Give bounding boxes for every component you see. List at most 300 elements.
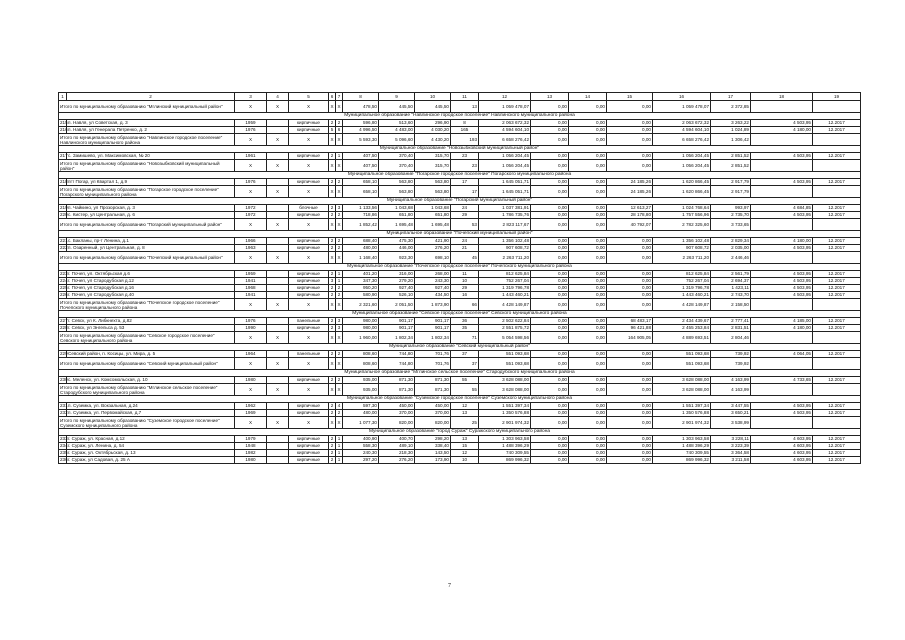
table-row xyxy=(59,238,861,245)
table-cell xyxy=(267,292,289,299)
total-cell: X xyxy=(289,219,329,231)
table-cell: 0,00 xyxy=(531,457,569,464)
table-cell: кирпичные xyxy=(289,436,329,443)
table-cell: 563,80 xyxy=(415,179,451,186)
table-cell: кирпичные xyxy=(289,245,329,252)
table-cell: 3 211,58 xyxy=(711,457,751,464)
table-cell: 2 xyxy=(329,238,336,245)
total-cell: X xyxy=(329,134,336,146)
table-cell: 316,00 xyxy=(379,271,415,278)
table-cell: 12 xyxy=(451,450,479,457)
table-cell: 12.2017 xyxy=(813,245,861,252)
total-cell: X xyxy=(329,101,336,113)
table-cell: 4 594 604,10 xyxy=(479,127,531,134)
column-number-header xyxy=(59,93,861,101)
table-cell: 0,00 xyxy=(531,450,569,457)
table-cell: 1 786 735,76 xyxy=(479,212,531,219)
table-cell: 2 xyxy=(329,325,336,332)
housing-register-table xyxy=(58,92,861,464)
total-label: Итого по муниципальному образованию "Севский муниципальный район" xyxy=(59,358,235,370)
table-cell: 55 xyxy=(451,377,479,384)
total-cell: 0,00 xyxy=(569,186,607,198)
total-cell: X xyxy=(235,186,267,198)
total-cell: X xyxy=(336,299,343,311)
total-cell: X xyxy=(235,219,267,231)
total-cell: 0,00 xyxy=(569,417,607,429)
total-cell: X xyxy=(329,186,336,198)
section-title: Муниципальное образование "Погарский муниципальный район" xyxy=(59,198,861,205)
table-cell: 752 267,04 xyxy=(479,278,531,285)
table-cell: 1963 xyxy=(235,245,267,252)
table-cell: 0,00 xyxy=(569,278,607,285)
table-cell: 400,70 xyxy=(379,436,415,443)
table-cell: 12.2017 xyxy=(813,436,861,443)
table-cell: 12 xyxy=(451,403,479,410)
table-cell: 10 xyxy=(451,457,479,464)
table-cell: 4 996,50 xyxy=(343,127,379,134)
total-cell: 445,50 xyxy=(379,101,415,113)
total-cell: 0,00 xyxy=(531,101,569,113)
municipality-section-row xyxy=(59,311,861,318)
table-cell: 0,00 xyxy=(607,377,653,384)
table-cell: 1 488 396,29 xyxy=(479,443,531,450)
municipality-section-row xyxy=(59,429,861,436)
total-cell: 0,00 xyxy=(531,417,569,429)
total-cell: X xyxy=(329,332,336,344)
table-cell: 1976 xyxy=(235,127,267,134)
total-cell: X xyxy=(267,332,289,344)
table-cell: 4 603,95 xyxy=(751,443,813,450)
table-cell: 927,40 xyxy=(415,285,451,292)
table-cell: 421,90 xyxy=(415,238,451,245)
table-cell: 1976 xyxy=(235,179,267,186)
table-cell: 2 xyxy=(329,436,336,443)
total-cell: 45 xyxy=(451,252,479,264)
column-header-cell: 18 xyxy=(751,93,813,101)
document-sheet xyxy=(58,92,860,464)
table-cell: 4 503,95 xyxy=(751,245,813,252)
total-cell: 0,00 xyxy=(607,160,653,172)
table-cell: 551 093,68 xyxy=(653,351,711,358)
table-cell: 2 063 672,32 xyxy=(653,120,711,127)
total-cell: 445,50 xyxy=(415,101,451,113)
table-cell xyxy=(267,377,289,384)
total-cell: 193 xyxy=(451,134,479,146)
total-cell: 2 372,85 xyxy=(711,101,751,113)
total-label: Итого по муниципальному образованию "Мглинский муниципальный район" xyxy=(59,101,235,113)
total-cell: X xyxy=(336,358,343,370)
table-cell: 370,40 xyxy=(379,153,415,160)
total-cell: X xyxy=(336,332,343,344)
total-cell: 658,10 xyxy=(343,186,379,198)
table-cell xyxy=(267,153,289,160)
table-cell: 0,00 xyxy=(531,377,569,384)
section-title: Муниципальное образование "Навлинское городское поселение" Навлинского муниципального района xyxy=(59,113,861,120)
total-cell: 2 782 325,60 xyxy=(653,219,711,231)
table-cell xyxy=(267,410,289,417)
table-cell: 2 829,34 xyxy=(711,238,751,245)
table-cell: 0,00 xyxy=(531,212,569,219)
total-label: Итого по муниципальному образованию "Погарское городское поселение" Погарского муниципального района xyxy=(59,186,235,198)
total-cell xyxy=(813,299,861,311)
total-cell: 2 901 974,32 xyxy=(653,417,711,429)
table-cell: 4 180,00 xyxy=(751,127,813,134)
table-cell: 927,40 xyxy=(379,285,415,292)
table-cell: 0,00 xyxy=(569,120,607,127)
table-cell: 0,00 xyxy=(569,245,607,252)
table-cell: 740 309,55 xyxy=(653,450,711,457)
total-label: Итого по муниципальному образованию "Мглинское сельское поселение" Стародубского муниципального района xyxy=(59,384,235,396)
total-cell: 0,00 xyxy=(607,358,653,370)
total-row xyxy=(59,299,861,311)
table-cell: 701,76 xyxy=(415,351,451,358)
address-cell: г. Сураж, ул. Ленина, д. 54 xyxy=(67,443,235,450)
table-cell: 5 xyxy=(329,127,336,134)
total-cell: 0,00 xyxy=(531,332,569,344)
table-cell: 1982 xyxy=(235,450,267,457)
table-cell: 1972 xyxy=(235,212,267,219)
total-cell: 0,00 xyxy=(531,252,569,264)
total-row xyxy=(59,417,861,429)
total-cell: X xyxy=(267,219,289,231)
table-cell: 513,60 xyxy=(379,120,415,127)
total-cell: 1 059 478,07 xyxy=(653,101,711,113)
address-cell: г. Сураж, ул. Красная, д.12 xyxy=(67,436,235,443)
table-cell: 0,00 xyxy=(569,238,607,245)
table-cell: 243,30 xyxy=(415,278,451,285)
section-title: Муниципальное образование "Почепское городское поселение" Почепского муниципального района xyxy=(59,264,861,271)
municipality-section-row xyxy=(59,231,861,238)
total-label: Итого по муниципальному образованию "Севское городское поселение" Севского муниципального района xyxy=(59,332,235,344)
table-cell: 1966 xyxy=(235,238,267,245)
total-cell: X xyxy=(235,101,267,113)
table-cell: 0,00 xyxy=(531,318,569,325)
table-cell: 907 608,72 xyxy=(479,245,531,252)
total-cell: 4 430,20 xyxy=(415,134,451,146)
table-cell: 651,80 xyxy=(415,212,451,219)
table-cell: 68 483,17 xyxy=(607,318,653,325)
table-cell xyxy=(267,436,289,443)
table-cell: 218,30 xyxy=(379,450,415,457)
total-cell: 24 185,26 xyxy=(607,186,653,198)
total-cell xyxy=(813,186,861,198)
table-cell: 1 350 576,88 xyxy=(653,410,711,417)
table-cell: кирпичные xyxy=(289,127,329,134)
table-cell xyxy=(267,245,289,252)
total-cell: X xyxy=(289,358,329,370)
table-cell: 3 263,22 xyxy=(711,120,751,127)
row-number: 220 xyxy=(60,212,68,218)
section-title: Муниципальное образование "Мглинское сельское поселение" Стародубского муниципального района xyxy=(59,370,861,377)
table-cell: 901,17 xyxy=(379,318,415,325)
table-cell: 3 364,58 xyxy=(711,450,751,457)
total-cell: 1 802,34 xyxy=(379,332,415,344)
municipality-section-row xyxy=(59,264,861,271)
address-cell: Севский район, п. Косицы, ул. Мира, д. 5 xyxy=(67,351,235,358)
total-cell: X xyxy=(267,134,289,146)
table-cell: 1 350 576,88 xyxy=(479,410,531,417)
table-cell: кирпичные xyxy=(289,238,329,245)
table-cell: 1980 xyxy=(235,457,267,464)
table-cell: 1 xyxy=(336,450,343,457)
table-cell xyxy=(267,120,289,127)
total-cell: 0,00 xyxy=(531,186,569,198)
table-cell: 1 xyxy=(336,457,343,464)
total-row xyxy=(59,134,861,146)
total-cell: X xyxy=(235,332,267,344)
table-cell: 0,00 xyxy=(531,285,569,292)
table-cell: 2 455 253,84 xyxy=(653,325,711,332)
total-cell: 1 620 866,45 xyxy=(653,186,711,198)
total-cell xyxy=(751,252,813,264)
total-label: Итого по муниципальному образованию "Новозыбковский муниципальный район" xyxy=(59,160,235,172)
address-cell: п. Чайкино, ул Прозорская, д. 3 xyxy=(67,205,235,212)
table-cell: 489,10 xyxy=(379,443,415,450)
total-cell: 53 xyxy=(451,219,479,231)
address-cell: п. Суземка, ул. Первомайская, д.7 xyxy=(67,410,235,417)
table-cell: 370,00 xyxy=(379,410,415,417)
table-cell: 0,00 xyxy=(531,205,569,212)
column-header-cell: 11 xyxy=(451,93,479,101)
table-cell: 2 xyxy=(329,377,336,384)
total-cell: X xyxy=(289,160,329,172)
table-cell: 744,80 xyxy=(379,351,415,358)
table-cell: 3 xyxy=(336,325,343,332)
table-cell: 143,50 xyxy=(415,450,451,457)
table-cell: 37 xyxy=(451,351,479,358)
table-cell: 1980 xyxy=(235,377,267,384)
table-cell: кирпичные xyxy=(289,292,329,299)
table-cell: 1 133,56 xyxy=(343,205,379,212)
total-cell: 17 xyxy=(451,186,479,198)
table-cell: 1941 xyxy=(235,278,267,285)
total-cell: 0,00 xyxy=(569,252,607,264)
table-cell: 0,00 xyxy=(607,285,653,292)
row-number: 228 xyxy=(60,325,68,331)
total-cell: X xyxy=(289,252,329,264)
address-cell: г. Севск, ул К. Либкнехта, д.82 xyxy=(67,318,235,325)
table-cell: 688,40 xyxy=(343,238,379,245)
total-cell: 0,00 xyxy=(569,299,607,311)
table-cell: кирпичные xyxy=(289,278,329,285)
address-cell: г. Севск, ул Энгельса д. 53 xyxy=(67,325,235,332)
table-cell: 1976 xyxy=(235,318,267,325)
table-cell: 2 777,41 xyxy=(711,318,751,325)
table-cell: 0,00 xyxy=(607,450,653,457)
total-cell: X xyxy=(329,252,336,264)
table-cell: 4 503,95 xyxy=(751,179,813,186)
total-cell xyxy=(813,358,861,370)
table-cell: 1 423,11 xyxy=(711,285,751,292)
total-cell: 4 889 693,51 xyxy=(653,332,711,344)
table-cell: 0,00 xyxy=(531,436,569,443)
total-cell: 744,80 xyxy=(379,358,415,370)
table-cell: 2 xyxy=(329,153,336,160)
table-cell: 1 056 204,45 xyxy=(653,153,711,160)
table-cell: 2 xyxy=(336,285,343,292)
table-row xyxy=(59,278,861,285)
table-cell: 35 xyxy=(451,325,479,332)
table-cell: 10 xyxy=(451,278,479,285)
total-cell: 6 658 276,42 xyxy=(479,134,531,146)
table-row xyxy=(59,351,861,358)
column-header-cell: 19 xyxy=(813,93,861,101)
table-row xyxy=(59,457,861,464)
table-cell xyxy=(267,351,289,358)
total-cell: X xyxy=(267,160,289,172)
total-cell: 563,80 xyxy=(379,186,415,198)
total-label: Итого по муниципальному образованию "Навлинское городское поселение" Навлинского муниципального района xyxy=(59,134,235,146)
total-cell: X xyxy=(336,186,343,198)
table-cell: 4 180,00 xyxy=(751,238,813,245)
table-row xyxy=(59,127,861,134)
section-title: Муниципальное образование "Погарское городское поселение" Погарского муниципального района xyxy=(59,172,861,179)
total-cell: 808,60 xyxy=(343,358,379,370)
column-header-cell: 5 xyxy=(289,93,329,101)
table-cell: кирпичные xyxy=(289,179,329,186)
table-cell: 4 594 604,10 xyxy=(653,127,711,134)
table-cell: 2 035,00 xyxy=(711,245,751,252)
total-cell: 0,00 xyxy=(569,219,607,231)
table-cell: 871,30 xyxy=(379,377,415,384)
table-cell: 718,86 xyxy=(343,212,379,219)
column-header-cell: 10 xyxy=(415,93,451,101)
table-cell: 24 xyxy=(451,205,479,212)
table-cell: 407,50 xyxy=(343,153,379,160)
table-cell: 370,00 xyxy=(415,410,451,417)
table-cell: 0,00 xyxy=(531,245,569,252)
total-cell xyxy=(751,101,813,113)
table-cell: 1 037 381,91 xyxy=(479,205,531,212)
table-cell: 297,20 xyxy=(343,457,379,464)
total-row xyxy=(59,358,861,370)
table-cell: 2 xyxy=(336,410,343,417)
table-cell: кирпичные xyxy=(289,377,329,384)
table-cell: 563,80 xyxy=(379,179,415,186)
table-cell: 0,00 xyxy=(531,127,569,134)
total-cell: 2 446,46 xyxy=(711,252,751,264)
municipality-section-row xyxy=(59,344,861,351)
table-cell: 1959 xyxy=(235,120,267,127)
total-cell: 55 xyxy=(451,384,479,396)
table-cell: кирпичные xyxy=(289,450,329,457)
total-cell: 2 158,50 xyxy=(711,299,751,311)
table-cell: 2 561,79 xyxy=(711,271,751,278)
total-cell: 0,00 xyxy=(531,160,569,172)
total-cell: X xyxy=(267,417,289,429)
total-cell: X xyxy=(329,417,336,429)
total-cell: 1 960,00 xyxy=(343,332,379,344)
table-cell: 2 434 439,67 xyxy=(653,318,711,325)
total-cell: X xyxy=(235,417,267,429)
table-cell: 808,60 xyxy=(343,351,379,358)
table-cell: 16 xyxy=(451,292,479,299)
column-header-cell: 3 xyxy=(235,93,267,101)
total-cell: X xyxy=(235,384,267,396)
table-cell: 279,20 xyxy=(379,278,415,285)
total-cell xyxy=(751,332,813,344)
table-row xyxy=(59,450,861,457)
table-cell xyxy=(267,238,289,245)
total-cell: X xyxy=(336,134,343,146)
total-cell xyxy=(751,186,813,198)
table-cell: 2 xyxy=(336,120,343,127)
table-cell: 0,00 xyxy=(531,351,569,358)
table-cell: 3 228,11 xyxy=(711,436,751,443)
table-cell: 12.2017 xyxy=(813,292,861,299)
table-cell xyxy=(267,179,289,186)
table-cell: 2 917,79 xyxy=(711,179,751,186)
total-cell: X xyxy=(289,417,329,429)
total-cell: 935,00 xyxy=(343,384,379,396)
address-cell: г. Почеп, ул Стародубская д.40 xyxy=(67,292,235,299)
table-cell: 8 xyxy=(451,120,479,127)
total-cell: X xyxy=(235,134,267,146)
total-cell: 1 873,90 xyxy=(415,299,451,311)
table-cell: 0,00 xyxy=(569,325,607,332)
total-label: Итого по муниципальному образованию "Почепский муниципальный район" xyxy=(59,252,235,264)
table-cell: 4 030,20 xyxy=(415,127,451,134)
total-cell: X xyxy=(289,101,329,113)
total-label: Итого по муниципальному образованию "Погарский муниципальный район" xyxy=(59,219,235,231)
table-cell: кирпичные xyxy=(289,120,329,127)
total-cell: X xyxy=(267,101,289,113)
total-cell: 66 xyxy=(451,299,479,311)
table-cell xyxy=(267,127,289,134)
table-cell: 1 024 768,64 xyxy=(653,205,711,212)
table-cell: 12.2017 xyxy=(813,212,861,219)
address-cell: с. Замишево, ул. Максимовская, № 20 xyxy=(67,153,235,160)
table-cell: 1 024,89 xyxy=(711,127,751,134)
table-cell: 480,00 xyxy=(343,245,379,252)
table-cell: 2 xyxy=(336,238,343,245)
table-cell: 28 178,80 xyxy=(607,212,653,219)
table-cell: 0,00 xyxy=(531,179,569,186)
row-number: 219 xyxy=(60,205,68,211)
total-cell: 407,50 xyxy=(343,160,379,172)
total-cell: 315,70 xyxy=(415,160,451,172)
table-cell: 2 xyxy=(329,285,336,292)
table-cell: 0,00 xyxy=(531,292,569,299)
total-row xyxy=(59,101,861,113)
table-cell: 298,20 xyxy=(415,436,451,443)
address-cell: с. Меленск, ул. Комсомольская, д. 10 xyxy=(67,377,235,384)
row-number: 224 xyxy=(60,278,68,284)
total-cell: 563,80 xyxy=(415,186,451,198)
table-cell: 13 xyxy=(451,410,479,417)
row-number: 231 xyxy=(60,403,68,409)
table-cell: 12.2017 xyxy=(813,410,861,417)
table-cell xyxy=(267,278,289,285)
table-cell xyxy=(267,318,289,325)
table-cell: 276,20 xyxy=(415,245,451,252)
total-cell: 1 056 204,45 xyxy=(479,160,531,172)
total-cell xyxy=(813,134,861,146)
row-number: 216 xyxy=(60,127,68,133)
total-label: Итого по муниципальному образованию "Почепское городское поселение" Почепского муниципального района xyxy=(59,299,235,311)
table-cell: 12.2017 xyxy=(813,271,861,278)
total-cell: 4 428 149,87 xyxy=(653,299,711,311)
table-cell: 1 303 963,58 xyxy=(653,436,711,443)
table-cell: 401,20 xyxy=(343,271,379,278)
row-number: 223 xyxy=(60,271,68,277)
table-cell: 0,00 xyxy=(607,351,653,358)
table-cell xyxy=(267,325,289,332)
total-cell: 40 792,07 xyxy=(607,219,653,231)
table-cell: 2 063 672,32 xyxy=(479,120,531,127)
address-cell: г. Почеп, ул Стародубская д.12 xyxy=(67,278,235,285)
table-cell: 935,00 xyxy=(343,377,379,384)
